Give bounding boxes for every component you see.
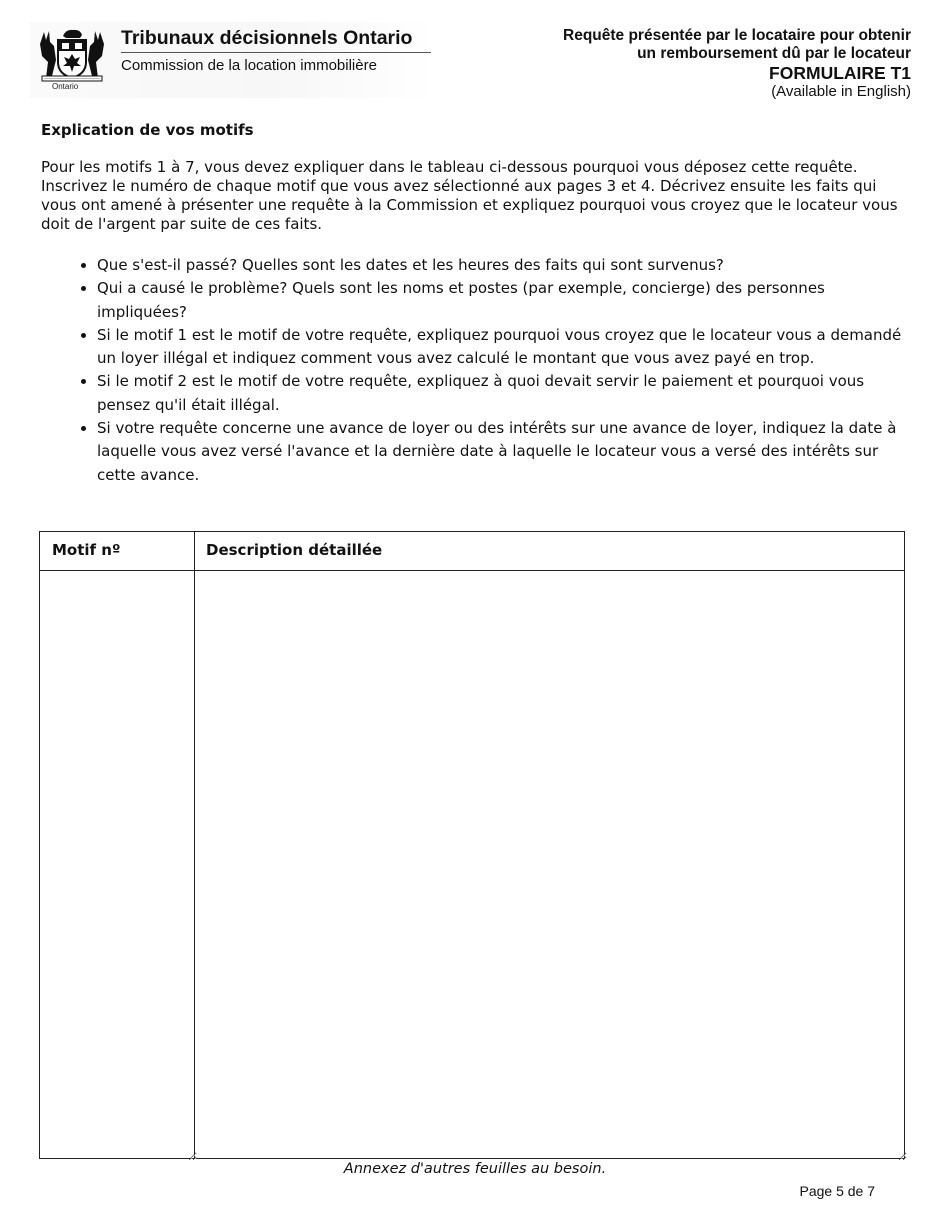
form-language-note: (Available in English) bbox=[771, 83, 911, 100]
intro-paragraph: Pour les motifs 1 à 7, vous devez expliquer dans le tableau ci-dessous pourquoi vous déposez cette requête. Inscrivez le numéro de chaque motif que vous avez sélectionné aux pages 3 et 4. Décrivez ensuite les faits qui vous ont amené à présenter une requête à la Commission et expliquez pourquoi vous croyez que le locateur vous doit de l'argent par suite de ces faits. bbox=[41, 158, 898, 233]
section-heading: Explication de vos motifs bbox=[41, 121, 254, 139]
reasons-table bbox=[39, 531, 905, 1159]
instruction-item: • Que s'est-il passé? Quelles sont les dates et les heures des faits qui sont survenus? bbox=[97, 254, 911, 277]
instruction-item: • Si votre requête concerne une avance de loyer ou des intérêts sur une avance de loyer, indiquez la date à laquelle vous avez versé l'avance et la dernière date à laquelle le locateur vous a versé des intérêts sur cette avance. bbox=[97, 417, 911, 487]
organization-divider bbox=[121, 52, 431, 53]
motif-column-header: Motif nº bbox=[52, 541, 121, 559]
organization-name: Tribunaux décisionnels Ontario bbox=[121, 27, 413, 49]
organization-subtitle: Commission de la location immobilière bbox=[121, 57, 377, 74]
attach-sheets-note: Annexez d'autres feuilles au besoin. bbox=[343, 1161, 607, 1177]
table-header-divider bbox=[40, 570, 904, 571]
motif-number-field[interactable] bbox=[41, 572, 197, 1161]
description-column-header: Description détaillée bbox=[206, 541, 383, 559]
form-title-line1: Requête présentée par le locataire pour obtenir bbox=[563, 27, 911, 44]
instruction-item: • Si le motif 2 est le motif de votre requête, expliquez à quoi devait servir le paiement et pourquoi vous pensez qu'il était illégal. bbox=[97, 370, 911, 417]
detailed-description-field[interactable] bbox=[196, 572, 907, 1161]
crest-label: Ontario bbox=[52, 82, 79, 91]
page-number: Page 5 de 7 bbox=[799, 1183, 875, 1199]
form-title-block bbox=[563, 27, 911, 100]
instruction-item: • Qui a causé le problème? Quels sont les noms et postes (par exemple, concierge) des personnes impliquées? bbox=[97, 277, 911, 324]
instruction-item: • Si le motif 1 est le motif de votre requête, expliquez pourquoi vous croyez que le locateur vous a demandé un loyer illégal et indiquez comment vous avez calculé le montant que vous avez payé en trop. bbox=[97, 324, 911, 371]
instructions-list bbox=[41, 254, 911, 487]
form-title-line2: un remboursement dû par le locateur bbox=[637, 45, 911, 62]
ontario-logo-banner bbox=[30, 22, 435, 98]
form-code: FORMULAIRE T1 bbox=[769, 63, 911, 83]
